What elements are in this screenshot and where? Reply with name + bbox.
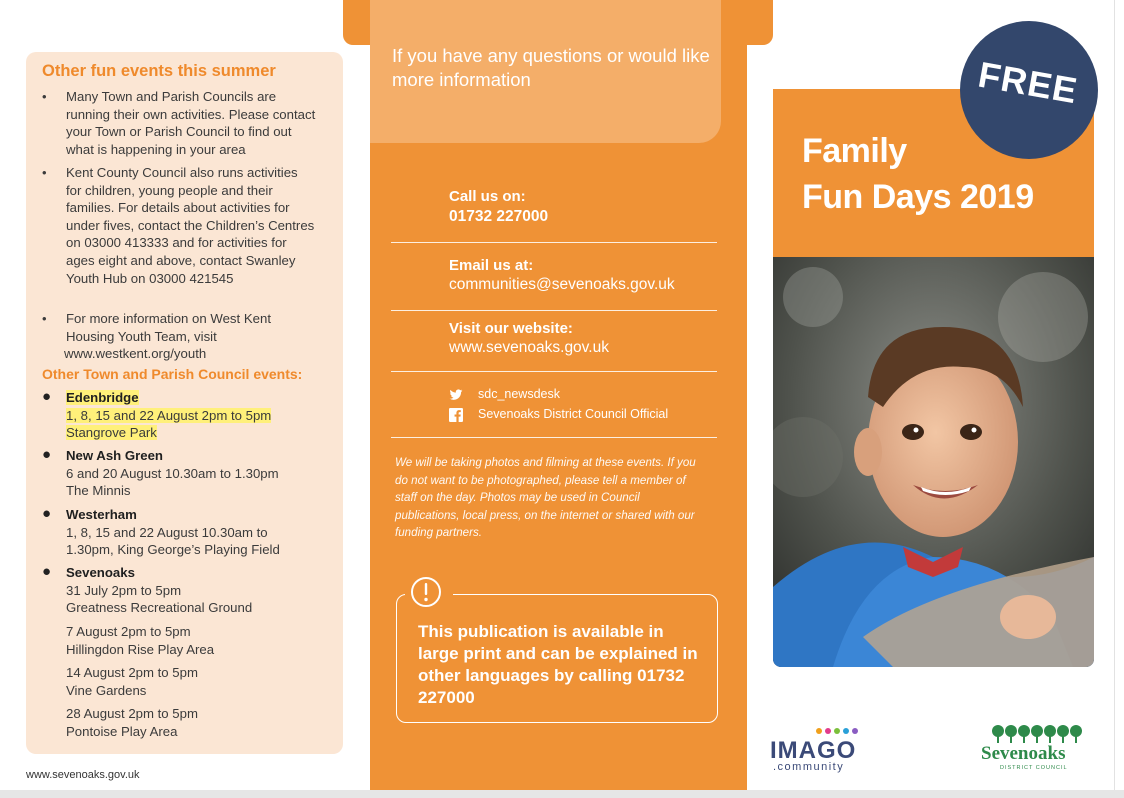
facebook-icon [449, 408, 463, 422]
website-link[interactable]: www.sevenoaks.gov.uk [449, 339, 609, 356]
title-line-2: Fun Days 2019 [802, 178, 1034, 216]
footer-url[interactable]: www.sevenoaks.gov.uk [26, 769, 140, 781]
event-name: Sevenoaks [66, 565, 135, 580]
child-photo-illustration [773, 257, 1094, 667]
event-edenbridge: ● Edenbridge 1, 8, 15 and 22 August 2pm to 5pm Stangrove Park [42, 388, 272, 441]
event-dates: 14 August 2pm to 5pm [66, 665, 198, 680]
photo-disclaimer: We will be taking photos and filming at these events. If you do not want to be photographed, please tell a member of staff on the day. Photos may be used in Council publications, local press, on the internet or shared with our funding partners. [395, 456, 696, 539]
event-venue: Hillingdon Rise Play Area [66, 641, 215, 657]
sevenoaks-date-2 [66, 623, 326, 658]
sevenoaks-date-4 [66, 705, 326, 740]
page-edge [1114, 0, 1124, 798]
divider [391, 242, 717, 243]
event-venue: Greatness Recreational Ground [66, 600, 253, 616]
event-dates: 28 August 2pm to 5pm [66, 706, 198, 721]
other-events-panel [26, 52, 343, 754]
event-venue: The Minnis [66, 483, 131, 499]
sevenoaks-logo-sub: DISTRICT COUNCIL [1000, 765, 1068, 771]
event-dates: 1, 8, 15 and 22 August 10.30am to [66, 524, 268, 540]
event-new-ash-green: ● New Ash Green 6 and 20 August 10.30am to 1.30pm The Minnis [42, 446, 279, 499]
accessibility-notice: This publication is available in large print and can be explained in other languages by calling 01732 227000 [418, 622, 698, 707]
divider [391, 310, 717, 311]
divider [391, 371, 717, 372]
bullet-west-kent-text: For more information on West Kent Housing Youth Team, visit [66, 311, 271, 344]
sevenoaks-logo: Sevenoaks [981, 743, 1066, 764]
imago-logo: IMAGO [770, 737, 857, 764]
question-text: If you have any questions or would like more information [392, 45, 710, 90]
other-events-heading: Other fun events this summer [42, 62, 276, 80]
bullet-town-councils: • Many Town and Parish Councils are running their own activities. Please contact your Town or Parish Council to find out what is happening in your area [66, 88, 316, 158]
exclamation-icon [410, 576, 442, 608]
event-name: New Ash Green [66, 448, 163, 463]
event-venue: Pontoise Play Area [66, 723, 178, 739]
imago-logo-sub: .community [773, 761, 845, 773]
website-label: Visit our website: [449, 320, 573, 337]
event-westerham: ● Westerham 1, 8, 15 and 22 August 10.30am to 1.30pm, King George’s Playing Field [42, 505, 280, 558]
event-sevenoaks: ● Sevenoaks 31 July 2pm to 5pm Greatness Recreational Ground [42, 563, 253, 616]
email-link[interactable]: communities@sevenoaks.gov.uk [449, 276, 675, 293]
sevenoaks-trees-icon [992, 724, 1082, 744]
bullet-kent-county: • Kent County Council also runs activities for children, young people and their families. For details about activities for under fives, contact the Children’s Centres on 03000 413333 and for activities for ages eight and above, contact Swanley Youth Hub on 03000 421545 [66, 164, 316, 287]
title-line-1: Family [802, 132, 907, 170]
event-name: Westerham [66, 507, 137, 522]
call-label: Call us on: [449, 188, 526, 205]
facebook-page[interactable]: Sevenoaks District Council Official [478, 407, 669, 421]
twitter-handle[interactable]: sdc_newsdesk [478, 387, 560, 401]
imago-dots-icon [815, 727, 865, 735]
event-dates: 1, 8, 15 and 22 August 2pm to 5pm [66, 407, 272, 423]
event-venue: 1.30pm, King George’s Playing Field [66, 542, 280, 558]
event-name: Edenbridge [66, 390, 139, 405]
page-bottom-strip [0, 790, 1124, 798]
sevenoaks-date-3 [66, 664, 326, 699]
child-photo [773, 257, 1094, 667]
event-venue: Stangrove Park [66, 425, 157, 441]
council-events-heading: Other Town and Parish Council events: [42, 366, 303, 382]
westkent-url: www.westkent.org/youth [64, 346, 207, 362]
event-dates: 7 August 2pm to 5pm [66, 624, 191, 639]
event-venue: Vine Gardens [66, 682, 147, 698]
event-dates: 31 July 2pm to 5pm [66, 582, 182, 598]
event-dates: 6 and 20 August 10.30am to 1.30pm [66, 465, 279, 481]
bullet-west-kent [66, 310, 316, 363]
twitter-icon [449, 388, 463, 402]
email-label: Email us at: [449, 257, 534, 274]
call-number[interactable]: 01732 227000 [449, 208, 549, 225]
divider [391, 437, 717, 438]
free-badge-text: FREE [975, 53, 1081, 112]
